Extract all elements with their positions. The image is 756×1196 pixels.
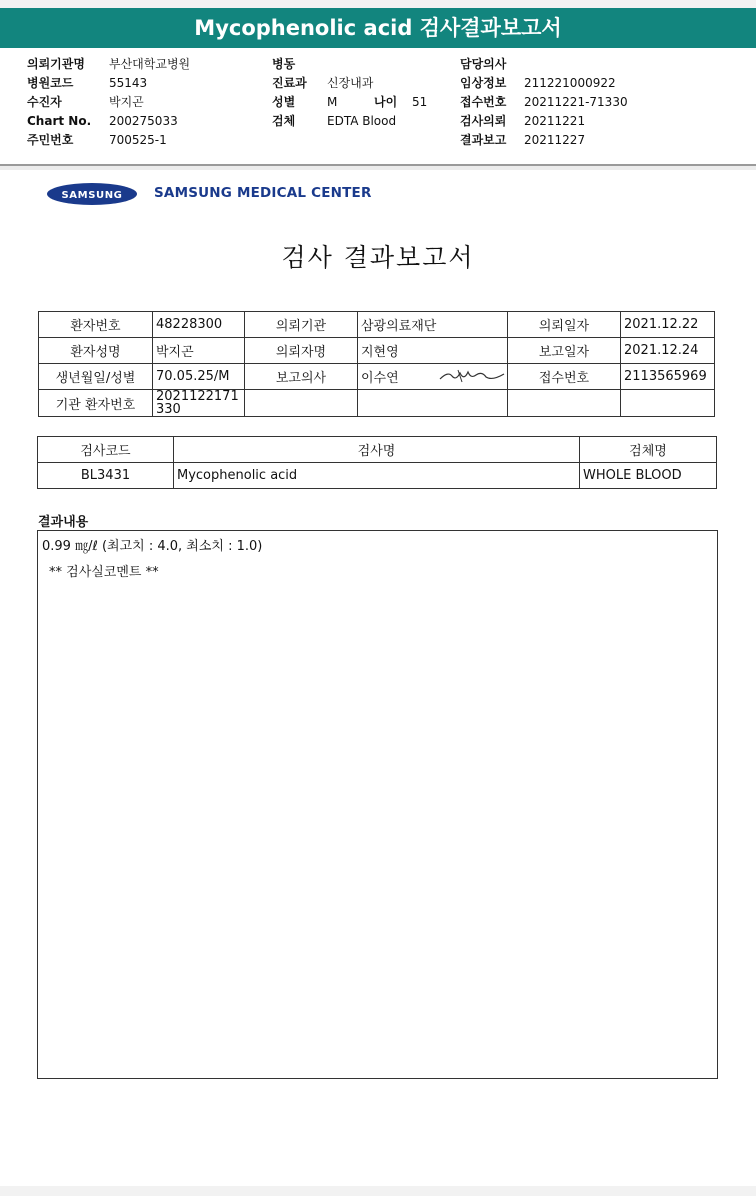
test-table: [37, 436, 717, 489]
chart-no-value: 200275033: [109, 114, 178, 128]
report-title: Mycophenolic acid 검사결과보고서: [0, 8, 756, 48]
patient-no-value: 48228300: [153, 312, 245, 338]
table-row: [39, 364, 715, 390]
test-request-value: 20211221: [524, 114, 586, 128]
request-date-label: 의뢰일자: [508, 312, 621, 338]
patient-name-label: 환자성명: [39, 338, 153, 364]
institution-patient-no-label: 기관 환자번호: [39, 390, 153, 417]
birth-sex-label: 생년월일/성별: [39, 364, 153, 390]
table-header-row: [38, 437, 717, 463]
test-request-label: 검사의뢰: [460, 114, 507, 128]
result-report-value: 20211227: [524, 133, 586, 147]
test-code-header: 검사코드: [38, 437, 174, 463]
chart-no-label: Chart No.: [27, 114, 92, 128]
test-code-cell: BL3431: [38, 463, 174, 489]
empty-cell: [621, 390, 715, 417]
result-section-label: 결과내용: [38, 515, 89, 530]
request-date-value: 2021.12.22: [621, 312, 715, 338]
top-strip: [0, 0, 756, 8]
reporting-doctor-cell: [358, 364, 508, 390]
table-row: [39, 312, 715, 338]
patient-name-value: 박지곤: [153, 338, 245, 364]
requester-label: 의뢰자명: [245, 338, 358, 364]
result-value: 0.99 ㎎/ℓ (최고치 : 4.0, 최소치 : 1.0): [42, 539, 263, 554]
ward-label: 병동: [272, 57, 296, 71]
document-title: 검사 결과보고서: [281, 243, 475, 272]
table-row: [39, 390, 715, 417]
header-col2: [272, 55, 427, 131]
report-date-label: 보고일자: [508, 338, 621, 364]
institution-value: 삼광의료재단: [358, 312, 508, 338]
clinical-info-label: 임상정보: [460, 76, 507, 90]
bottom-strip: [0, 1186, 756, 1196]
accession-no-label: 접수번호: [460, 95, 507, 109]
resident-no-value: 700525-1: [109, 133, 167, 147]
reporting-doctor-label: 보고의사: [245, 364, 358, 390]
samsung-logo-text: SAMSUNG: [61, 190, 123, 201]
specimen-name-cell: WHOLE BLOOD: [580, 463, 717, 489]
receipt-no-label: 접수번호: [508, 364, 621, 390]
resident-no-label: 주민번호: [27, 133, 74, 147]
age-value: 51: [412, 95, 428, 109]
birth-sex-value: 70.05.25/M: [153, 364, 245, 390]
test-name-cell: Mycophenolic acid: [174, 463, 580, 489]
institution-patient-no-value: 2021122171330: [153, 390, 245, 417]
patient-no-label: 환자번호: [39, 312, 153, 338]
header-divider-shadow: [0, 166, 756, 170]
requester-value: 지현영: [358, 338, 508, 364]
header-col3: [460, 55, 628, 150]
attending-doctor-label: 담당의사: [460, 57, 507, 71]
institution-label: 의뢰기관: [245, 312, 358, 338]
header-col1: [27, 55, 190, 150]
accession-no-value: 20211221-71330: [524, 95, 628, 109]
result-box: [37, 530, 718, 1079]
samsung-logo: [46, 182, 138, 206]
sex-value: M: [327, 95, 338, 109]
empty-cell: [358, 390, 508, 417]
report-date-value: 2021.12.24: [621, 338, 715, 364]
result-report-label: 결과보고: [460, 133, 507, 147]
department-label: 진료과: [272, 76, 307, 90]
requesting-institution-value: 부산대학교병원: [109, 57, 191, 71]
empty-cell: [508, 390, 621, 417]
table-row: [38, 463, 717, 489]
hospital-code-value: 55143: [109, 76, 148, 90]
age-label: 나이: [374, 95, 398, 109]
patient-info-table: [38, 311, 715, 417]
clinical-info-value: 211221000922: [524, 76, 616, 90]
sex-label: 성별: [272, 95, 296, 109]
patient-label: 수진자: [27, 95, 62, 109]
test-name-header: 검사명: [174, 437, 580, 463]
medical-center-name: SAMSUNG MEDICAL CENTER: [154, 185, 372, 201]
receipt-no-value: 2113565969: [621, 364, 715, 390]
patient-value: 박지곤: [109, 95, 144, 109]
department-value: 신장내과: [327, 76, 374, 90]
hospital-code-label: 병원코드: [27, 76, 74, 90]
empty-cell: [245, 390, 358, 417]
reporting-doctor-value: 이수연: [361, 371, 399, 386]
lab-comment-heading: ** 검사실코멘트 **: [49, 565, 159, 580]
requesting-institution-label: 의뢰기관명: [27, 57, 85, 71]
specimen-name-header: 검체명: [580, 437, 717, 463]
signature-icon: [438, 367, 506, 385]
table-row: [39, 338, 715, 364]
specimen-label: 검체: [272, 114, 296, 128]
specimen-value: EDTA Blood: [327, 114, 397, 128]
